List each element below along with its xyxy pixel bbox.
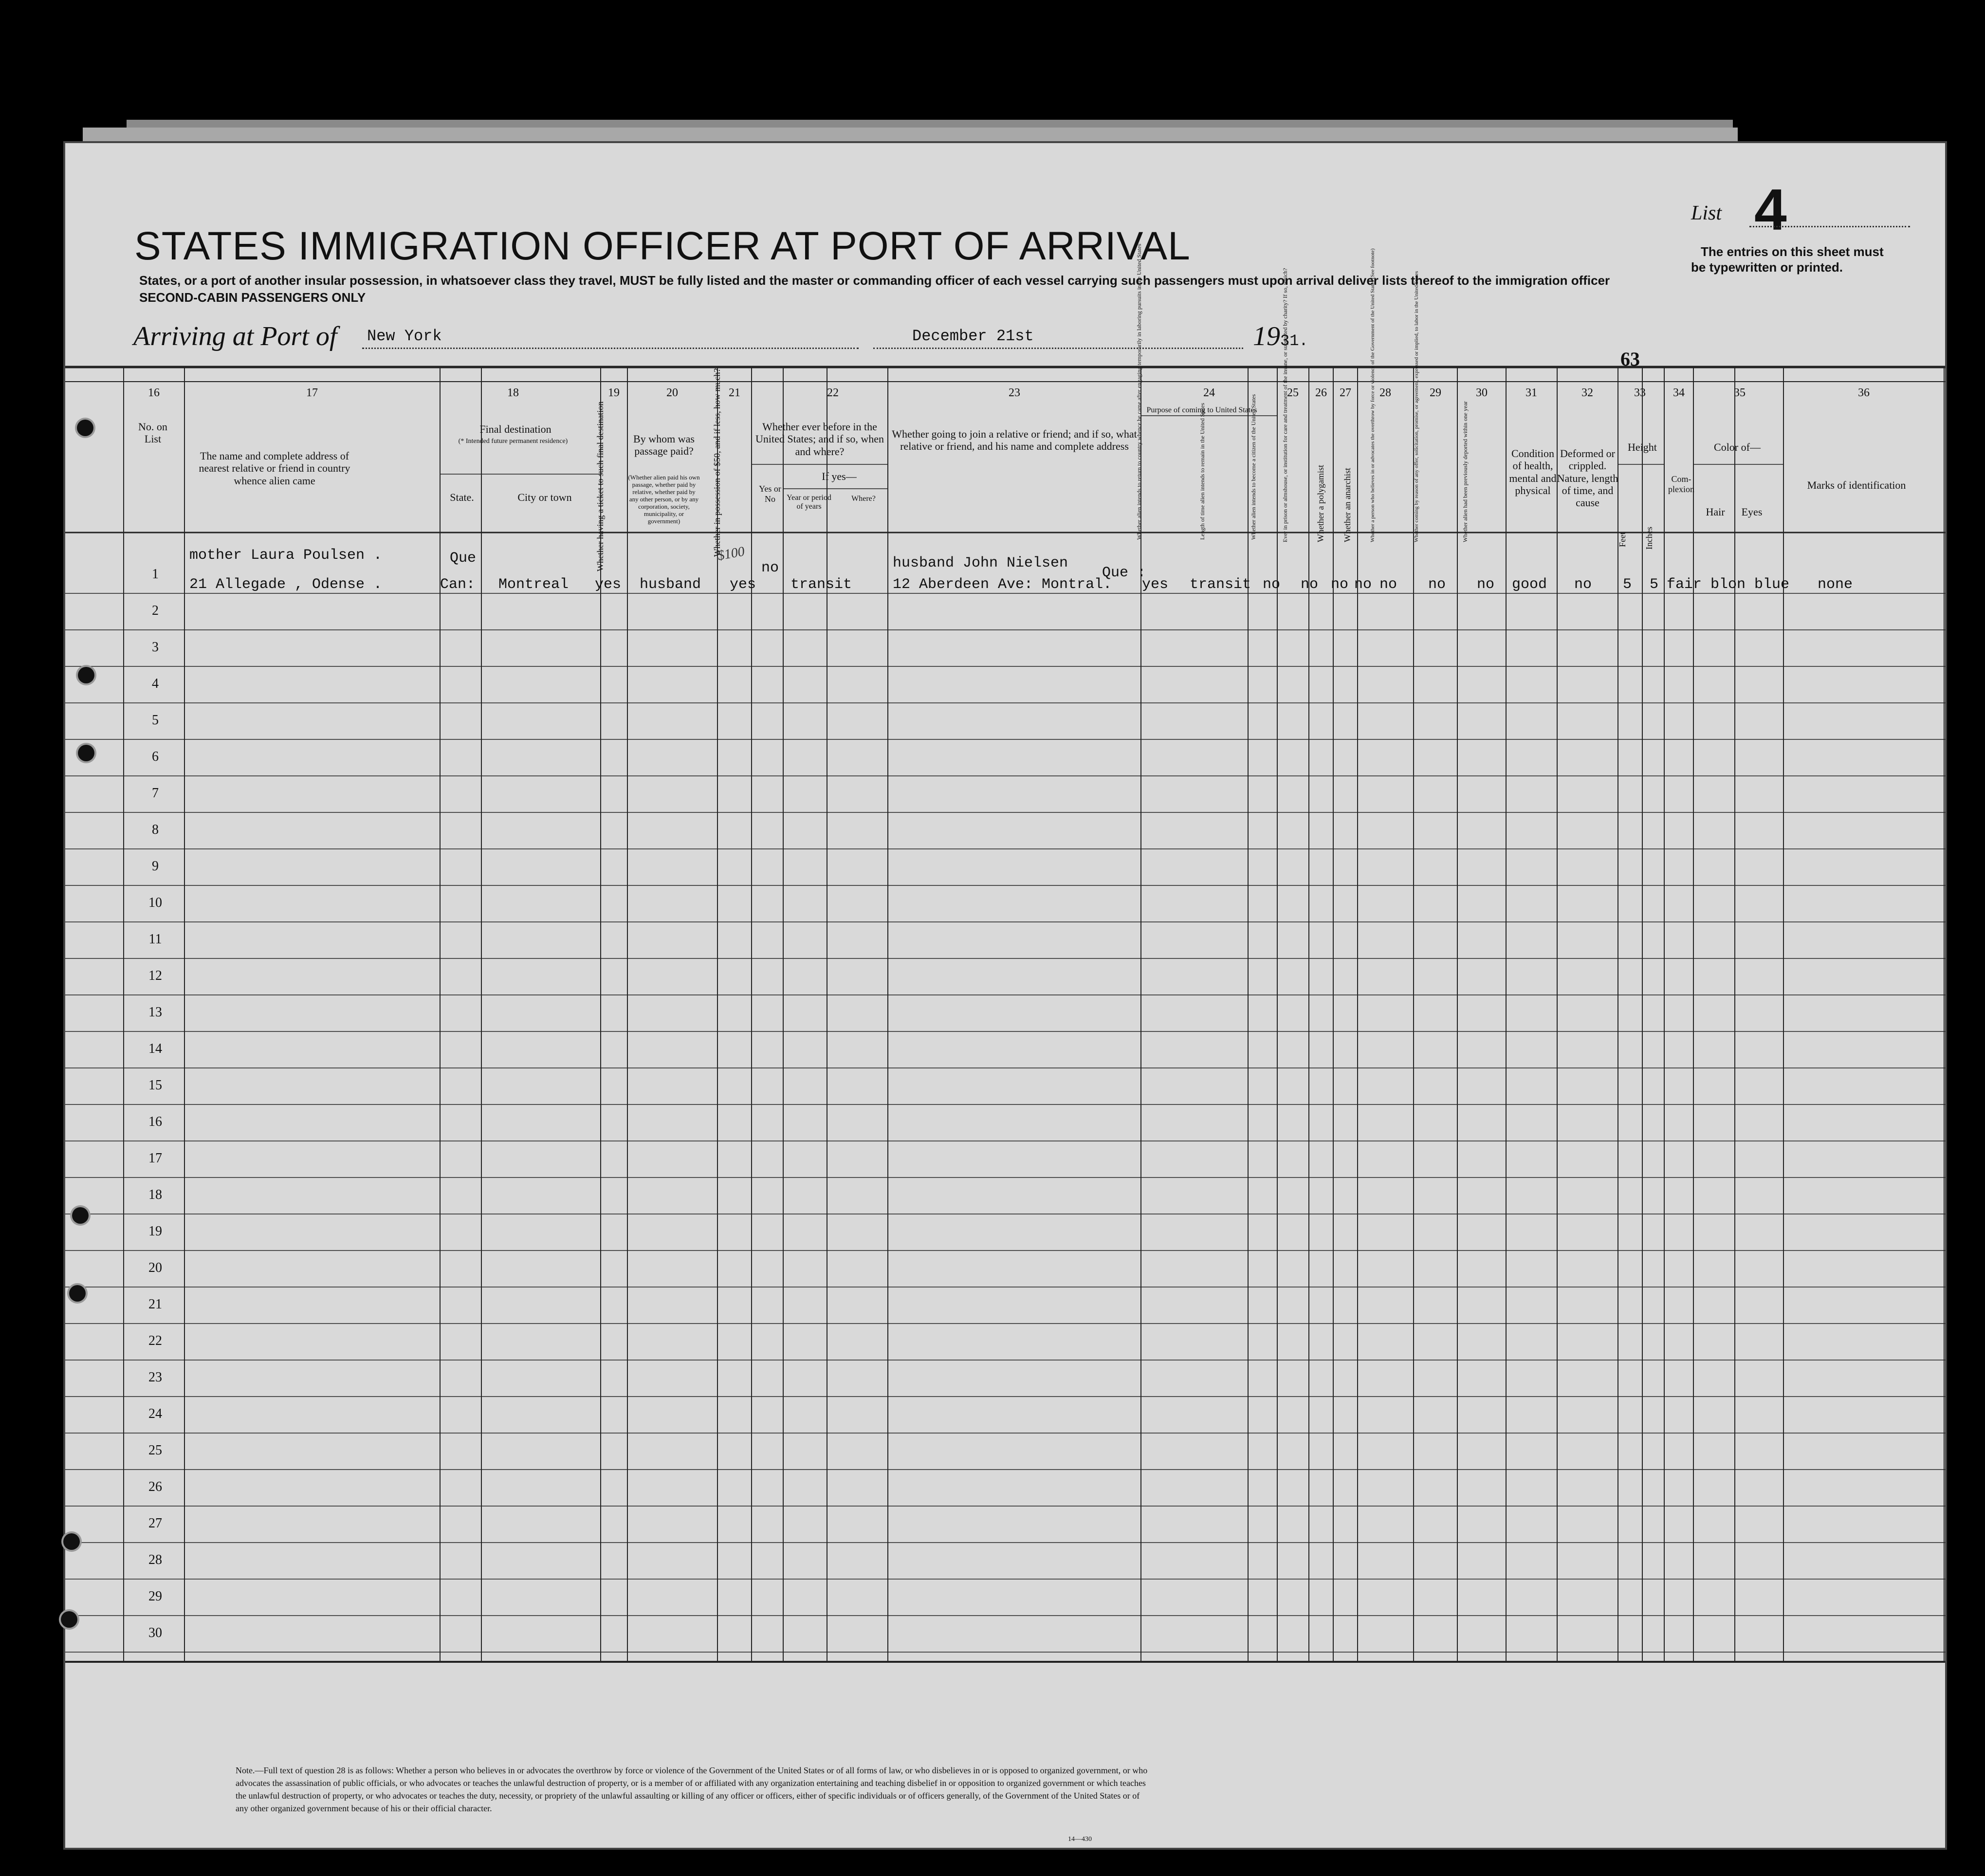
row-number: 1 <box>152 567 159 582</box>
eye-color: blue <box>1754 576 1790 593</box>
polygamist: no <box>1331 576 1349 593</box>
column-number: 35 <box>1734 386 1746 399</box>
years-period: transit <box>790 576 852 593</box>
row-number: 11 <box>148 932 162 947</box>
col18-state: State. <box>450 491 474 503</box>
column-number: 27 <box>1340 386 1351 399</box>
join-state: Que : <box>1102 565 1146 581</box>
return-intent: yes <box>1142 576 1169 593</box>
form-title: STATES IMMIGRATION OFFICER AT PORT OF ARRIVAL <box>134 224 1191 268</box>
column-number: 22 <box>827 386 839 399</box>
column-number: 29 <box>1430 386 1441 399</box>
arriving-label: Arriving at Port of <box>133 321 337 351</box>
row-number: 2 <box>152 603 159 618</box>
row-number: 19 <box>148 1224 162 1239</box>
height-inches: 5 <box>1650 576 1659 593</box>
col30-header: Whether alien had been previously deported within one year <box>1462 401 1469 542</box>
list-number: 4 <box>1754 177 1787 242</box>
row-number: 23 <box>148 1370 162 1385</box>
col36-header: Marks of identification <box>1807 479 1906 491</box>
column-number: 21 <box>729 386 740 399</box>
complexion: fair <box>1667 576 1702 593</box>
health: good <box>1512 576 1547 593</box>
row-number: 21 <box>148 1297 162 1312</box>
year-prefix-text: 19 <box>1253 321 1280 351</box>
row-number: 15 <box>148 1078 162 1093</box>
citizen-intent: no <box>1263 576 1281 593</box>
manifest-sheet <box>63 141 1947 1850</box>
col18-subheader: (* Intended future permanent residence) <box>458 438 568 445</box>
binder-hole <box>77 420 93 436</box>
binder-hole <box>78 667 94 683</box>
row-number: 7 <box>152 786 159 801</box>
column-number: 34 <box>1673 386 1685 399</box>
row-number: 26 <box>148 1479 162 1494</box>
col21-header: Whether in possession of $50, and if less, how much? <box>712 368 722 557</box>
city: Montreal <box>498 576 569 593</box>
instruction-line: States, or a port of another insular possession, in whatsoever class they travel, MUST be fully listed and the master or commanding officer of each vessel carrying such passengers must upon arrival deliver lists thereof to the immigration officer <box>139 273 1610 288</box>
row-number: 28 <box>148 1552 162 1567</box>
row-number: 18 <box>148 1187 162 1202</box>
col26-header: Whether a polygamist <box>1316 465 1325 542</box>
row-number: 4 <box>152 676 159 691</box>
row-number: 22 <box>148 1333 162 1348</box>
height-feet: 5 <box>1623 576 1632 593</box>
col20-header: By whom was passage paid? <box>633 433 695 458</box>
column-number: 26 <box>1315 386 1327 399</box>
col27-header: Whether an anarchist <box>1342 468 1352 542</box>
labor-offer: no <box>1428 576 1446 593</box>
column-number: 32 <box>1581 386 1593 399</box>
row-number: 29 <box>148 1589 162 1604</box>
col22-ifyes: If yes— <box>822 470 857 482</box>
list-label: List <box>1691 202 1722 224</box>
relative-line2: 21 Allegade , Odense . <box>189 576 383 593</box>
col18-city: City or town <box>517 491 572 503</box>
column-number: 25 <box>1287 386 1299 399</box>
instruction-class: SECOND-CABIN PASSENGERS ONLY <box>139 290 366 305</box>
entries-note: be typewritten or printed. <box>1691 260 1843 275</box>
col20-subheader: (Whether alien paid his own passage, whether paid by relative, whether paid by any other person, or by any corporation, society, municipality, or government) <box>628 474 700 525</box>
col22-years: Year or period of years <box>787 494 831 511</box>
column-number: 19 <box>608 386 620 399</box>
col23-header: Whether going to join a relative or friend; and if so, what relative or friend, and his name and complete address <box>892 428 1137 453</box>
sheet-number: 63 <box>1620 348 1640 370</box>
col18-header: Final destination <box>479 423 551 435</box>
col33-feet: Feet <box>1617 532 1627 547</box>
date-value: December 21st <box>912 327 1034 345</box>
passage-paid: husband <box>640 576 701 593</box>
relative-line1: mother Laura Poulsen . <box>189 547 383 564</box>
binder-hole <box>63 1533 80 1550</box>
column-number: 30 <box>1476 386 1488 399</box>
column-number: 16 <box>148 386 160 399</box>
ticket: yes <box>595 576 622 593</box>
col24-length: Length of time alien intends to remain in the United States <box>1199 403 1206 540</box>
state-line2: Can: <box>440 576 476 593</box>
join-line2: 12 Aberdeen Ave: Montral. <box>893 576 1112 593</box>
row-number: 14 <box>148 1041 162 1056</box>
row-number: 10 <box>148 895 162 910</box>
row-number: 8 <box>152 822 159 837</box>
column-number: 33 <box>1634 386 1646 399</box>
join-line1: husband John Nielsen <box>893 555 1068 571</box>
col35-eyes: Eyes <box>1741 506 1763 518</box>
row-number: 16 <box>148 1114 162 1129</box>
column-number: 20 <box>666 386 678 399</box>
marks: none <box>1818 576 1853 593</box>
column-number: 31 <box>1526 386 1537 399</box>
deported: no <box>1477 576 1495 593</box>
col24-return: Whether alien intends to return to country whence he came after engaging temporarily in laboring pursuits in the United States <box>1136 243 1142 540</box>
length-of-stay: transit <box>1190 576 1251 593</box>
binder-hole <box>72 1207 89 1224</box>
col33-header: Height <box>1628 441 1657 453</box>
form-number: 14—430 <box>1068 1836 1092 1843</box>
state-line1: Que <box>450 550 477 567</box>
col24-header: Purpose of coming to United States <box>1146 406 1257 414</box>
deformed: no <box>1574 576 1592 593</box>
year-suffix: 31. <box>1280 332 1308 350</box>
binder-hole <box>78 745 94 761</box>
col31-header: Condition of health, mental and physical <box>1509 447 1557 497</box>
col24-citizen: Whether alien intends to become a citizen of the United States <box>1250 394 1257 540</box>
column-number: 36 <box>1858 386 1870 399</box>
port-value: New York <box>367 327 442 345</box>
row-number: 27 <box>148 1516 162 1531</box>
col16-header: No. on List <box>138 421 167 445</box>
col29-header: Whether coming by reason of any offer, solicitation, promise, or agreement, expressed or implied, to labor in the United States <box>1414 271 1419 542</box>
row-number: 3 <box>152 640 159 655</box>
binder-hole <box>61 1611 77 1628</box>
entries-note: The entries on this sheet must <box>1701 244 1884 259</box>
col33-inches: Inches <box>1644 527 1654 550</box>
row-number: 30 <box>148 1625 162 1640</box>
footnote: Note.—Full text of question 28 is as follows: Whether a person who believes in or advocates the overthrow by force or violence of the Government of the United States or of all forms of law, or who disbelieves in or is opposed to organized government, or who advocates the assassination of public officials, or who advocates or teaches the unlawful destruction of property, or is a member of or affiliated with any organization entertaining and teaching disbelief in or opposition to organized government or which teaches the unlawful destruction of property, or who advocates or teaches the duty, necessity, or propriety of the unlawful assaulting or killing of any officer or officers, either of specific individuals or of officers generally, of the Government of the United States or of any other organized government because of his or their official character. <box>236 1766 1148 1814</box>
row-number: 13 <box>148 1005 162 1020</box>
column-number: 24 <box>1203 386 1215 399</box>
prison: no <box>1301 576 1319 593</box>
col28-header: Whether a person who believes in or advocates the overthrow by force or violence of the Government of the United States (See footnote) <box>1370 248 1376 542</box>
overthrow: no <box>1379 576 1397 593</box>
col35-header: Color of— <box>1714 441 1761 453</box>
col17-header: The name and complete address of nearest relative or friend in country whence alien came <box>199 450 350 487</box>
column-number: 28 <box>1379 386 1391 399</box>
row-number: 5 <box>152 713 159 728</box>
row-number: 12 <box>148 968 162 983</box>
col22-header: Whether ever before in the United States; and if so, when and where? <box>755 421 884 458</box>
row-number: 24 <box>148 1406 162 1421</box>
col35-hair: Hair <box>1706 506 1725 518</box>
column-number: 17 <box>306 386 318 399</box>
row-number: 20 <box>148 1260 162 1275</box>
money-handwritten: $100 <box>716 544 746 564</box>
col22-yesno: Yes or No <box>759 484 781 504</box>
anarchist: no <box>1354 576 1372 593</box>
money: yes <box>730 576 756 593</box>
row-number: 17 <box>148 1151 162 1166</box>
column-number: 18 <box>507 386 519 399</box>
hair-color: blon <box>1710 576 1746 593</box>
col32-header: Deformed or crippled. Nature, length of time, and cause <box>1557 447 1618 509</box>
before-in-us: no <box>761 560 779 576</box>
row-number: 6 <box>152 749 159 764</box>
column-number: 23 <box>1009 386 1020 399</box>
col22-where: Where? <box>851 495 876 503</box>
binder-hole <box>69 1285 86 1302</box>
col25-header: Ever in prison or almshouse, or institution for care and treatment of the insane, or supported by charity? If so, which? <box>1282 268 1288 542</box>
col19-header: Whether having a ticket to such final destination <box>595 401 605 571</box>
col34-header: Com- plexion <box>1668 474 1694 494</box>
row-number: 25 <box>148 1443 162 1458</box>
row-number: 9 <box>152 859 159 874</box>
